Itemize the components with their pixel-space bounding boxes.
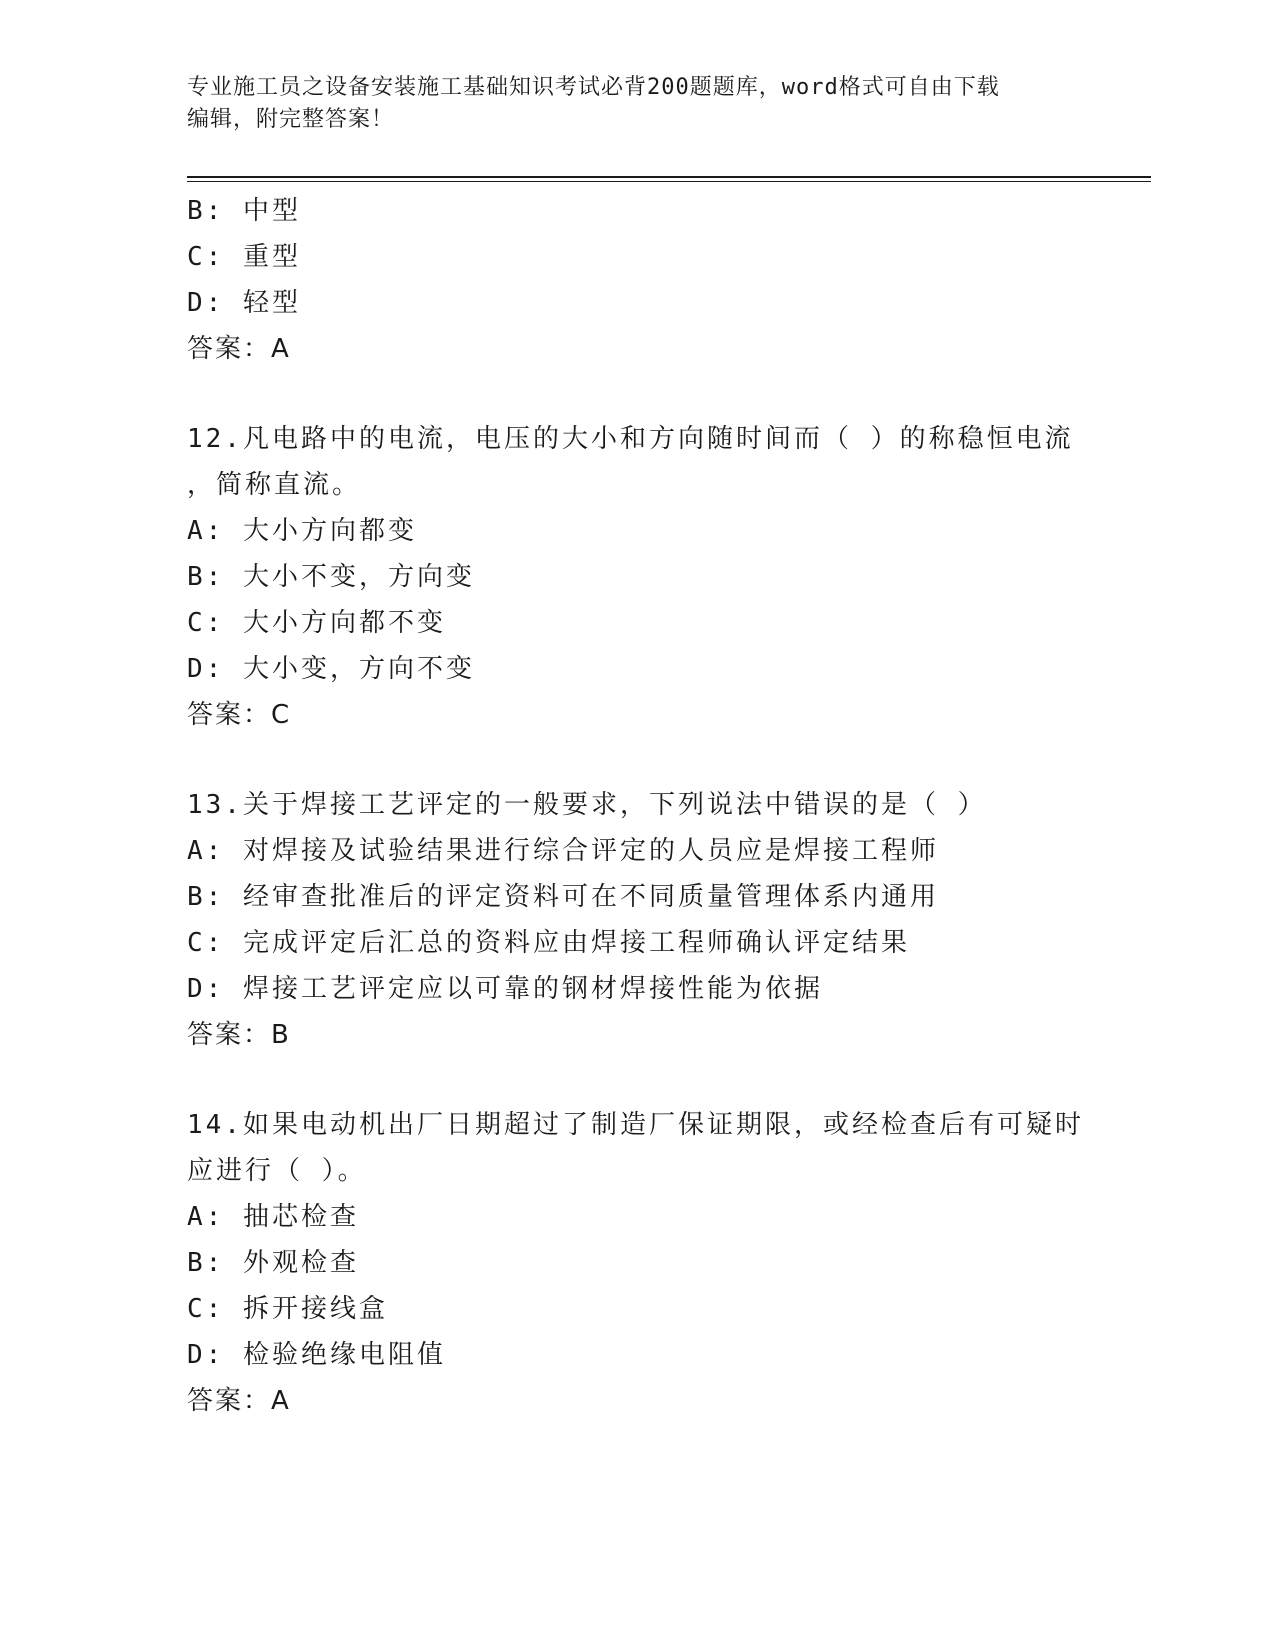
answer: 答案：A — [187, 1386, 291, 1416]
question-stem-line-2: 应进行（ ）。 — [187, 1156, 367, 1186]
question-stem-line-2: ，简称直流。 — [187, 470, 362, 500]
header-divider-thin — [187, 181, 1151, 182]
answer: 答案：C — [187, 700, 292, 730]
option-b: B: 经审查批准后的评定资料可在不同质量管理体系内通用 — [187, 882, 939, 912]
option-c: C: 大小方向都不变 — [187, 608, 446, 638]
option-d: D: 大小变，方向不变 — [187, 654, 475, 684]
option-d: D: 焊接工艺评定应以可靠的钢材焊接性能为依据 — [187, 974, 823, 1004]
header-title-line-2: 编辑，附完整答案！ — [187, 107, 395, 132]
option-d: D: 检验绝缘电阻值 — [187, 1340, 446, 1370]
question-stem-line-1: 14.如果电动机出厂日期超过了制造厂保证期限，或经检查后有可疑时 — [187, 1110, 1084, 1140]
question-12 — [187, 416, 1087, 738]
question-14 — [187, 1102, 1087, 1424]
question-stem-line-1: 13.关于焊接工艺评定的一般要求，下列说法中错误的是（ ） — [187, 790, 987, 820]
header-divider-thick — [187, 176, 1151, 178]
option-d: D: 轻型 — [187, 288, 301, 318]
option-c: C: 拆开接线盒 — [187, 1294, 388, 1324]
header-title-line-1: 专业施工员之设备安装施工基础知识考试必背200题题库，word格式可自由下载 — [187, 75, 1000, 100]
question-11 — [187, 188, 1087, 372]
option-b: B: 外观检查 — [187, 1248, 359, 1278]
answer: 答案：B — [187, 1020, 291, 1050]
option-a: A: 大小方向都变 — [187, 516, 417, 546]
option-a: A: 对焊接及试验结果进行综合评定的人员应是焊接工程师 — [187, 836, 939, 866]
option-c: C: 完成评定后汇总的资料应由焊接工程师确认评定结果 — [187, 928, 910, 958]
option-a: A: 抽芯检查 — [187, 1202, 359, 1232]
document-header — [187, 72, 1087, 136]
option-b: B: 大小不变，方向变 — [187, 562, 475, 592]
question-list — [187, 188, 1087, 1424]
answer: 答案：A — [187, 334, 291, 364]
option-c: C: 重型 — [187, 242, 301, 272]
option-b: B: 中型 — [187, 196, 301, 226]
question-stem-line-1: 12.凡电路中的电流，电压的大小和方向随时间而（ ）的称稳恒电流 — [187, 424, 1074, 454]
question-13 — [187, 782, 1087, 1058]
